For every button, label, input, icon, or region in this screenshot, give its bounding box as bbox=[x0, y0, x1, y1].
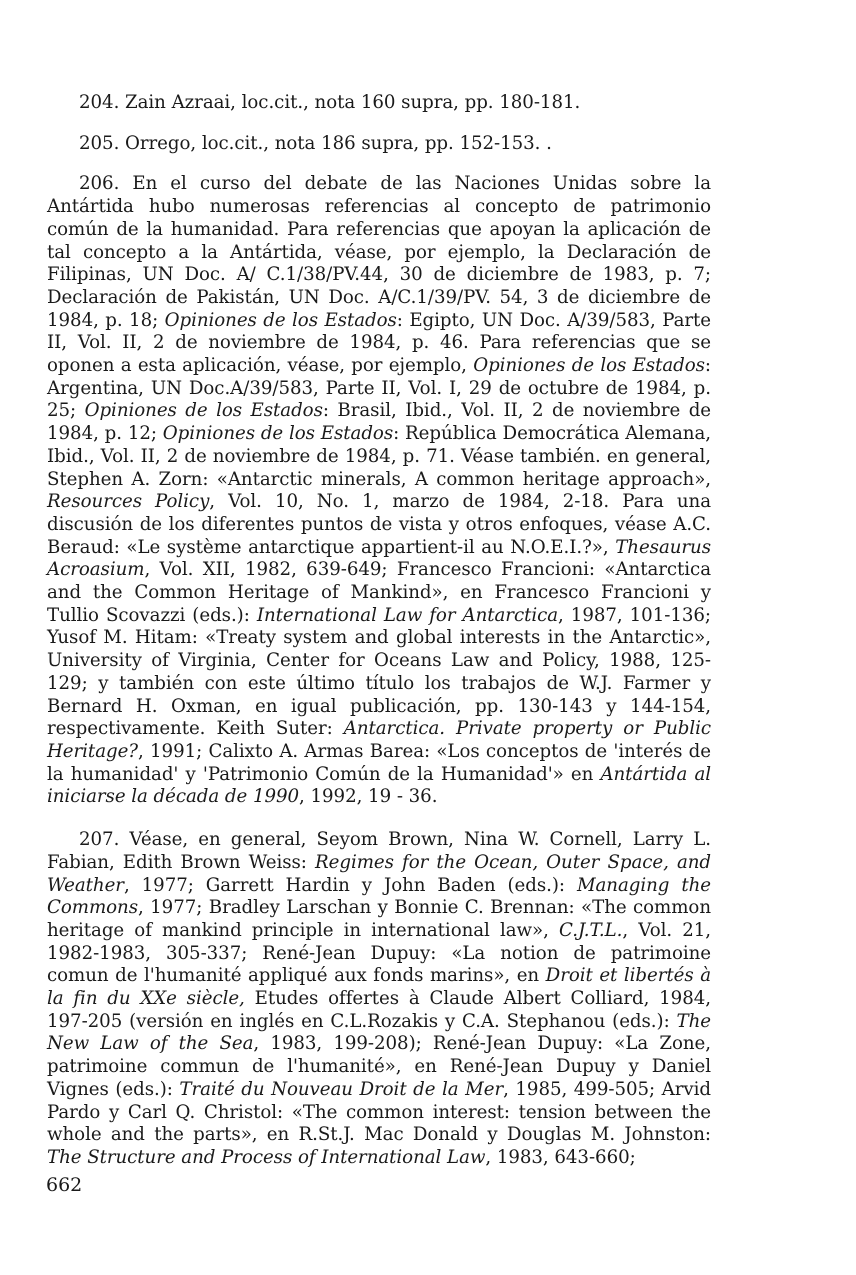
note-text: , Vol. 10, No. 1, marzo de 1984, 2-18. Para una discusión de los diferentes puntos de vista y otros enfoques, véase A.C. Beraud: «Le système antarctique appartient-il au N.O.E.I.?», bbox=[47, 491, 711, 558]
citation-title: Opiniones de los Estados bbox=[164, 309, 397, 331]
citation-title: The New Law of the Sea bbox=[47, 1010, 711, 1055]
citation-title: C.J.T.L. bbox=[559, 919, 623, 941]
note-text: 206. En el curso del debate de las Naciones Unidas sobre la Antártida hubo numerosas referencias al concepto de patrimonio común de la humanidad. Para referencias que apoyan la aplicación de tal concepto a la Antártida, véase, por ejemplo, la Declaración de Filipinas, UN Doc. A/ C.1/38/PV.44, 30 de diciembre de 1983, p. 7; Declaración de Pakistán, UN Doc. A/C.1/39/PV. 54, 3 de diciembre de 1984, p. 18; bbox=[47, 173, 711, 331]
footnote-206 bbox=[47, 173, 711, 809]
note-text: , Vol. 21, 1982-1983, 305-337; René-Jean Dupuy: «La notion de patrimoine comun de l'humanité appliqué aux fonds marins», en bbox=[47, 919, 712, 987]
citation-title: Traité du Nouveau Droit de la Mer bbox=[179, 1078, 504, 1100]
citation-title: International Law for Antarctica bbox=[256, 604, 559, 626]
citation-title: Antarctica. Private property or Public Heritage? bbox=[47, 718, 711, 762]
citation-title: Opiniones de los Estados bbox=[162, 423, 394, 445]
citation-title: Opiniones de los Estados bbox=[473, 355, 705, 377]
citation-title: Resources Policy bbox=[47, 491, 210, 513]
citation-title: The Structure and Process of International Law bbox=[47, 1146, 486, 1168]
note-text: , 1991; Calixto A. Armas Barea: «Los conceptos de 'interés de la humanidad' y 'Patrimonio Común de la Humanidad'» en bbox=[47, 740, 711, 785]
note-text: , 1977; Bradley Larschan y Bonnie C. Brennan: «The common heritage of mankind principle in international law», bbox=[47, 897, 711, 941]
citation-title: Opiniones de los Estados bbox=[84, 400, 323, 422]
note-text: , 1977; Garrett Hardin y John Baden (eds.): bbox=[123, 874, 577, 896]
page-number: 662 bbox=[46, 1174, 83, 1196]
note-text: , 1987, 101-136; Yusof M. Hitam: «Treaty system and global interests in the Antarctic», University of Virginia, Center for Oceans Law and Policy, 1988, 125-129; y también con este último título los trabajos de W.J. Farmer y Bernard H. Oxman, en igual publicación, pp. 130-143 y 144-154, respectivamente. Keith Suter: bbox=[47, 604, 711, 740]
citation-title: Droit et libertés à la fin du XXe siècle, bbox=[47, 965, 711, 1010]
note-text: , 1985, 499-505; Arvid Pardo y Carl Q. Christol: «The common interest: tension between the whole and the parts», en R.St.J. Mac Donald y Douglas M. Johnston: bbox=[47, 1078, 711, 1146]
note-text: , 1992, 19 - 36. bbox=[299, 786, 438, 808]
footnote-205 bbox=[47, 133, 711, 156]
note-text: : Egipto, UN Doc. A/39/583, Parte II, Vol. II, 2 de noviembre de 1984, p. 46. Para referencias que se oponen a esta aplicación, véase, por ejemplo, bbox=[47, 309, 711, 377]
citation-title: Thesaurus Acroasium bbox=[47, 536, 711, 581]
citation-title: Antártida al iniciarse la década de 1990 bbox=[47, 763, 711, 808]
note-text: : Argentina, UN Doc.A/39/583, Parte II, Vol. I, 29 de octubre de 1984, p. 25; bbox=[47, 355, 711, 422]
note-text: Etudes offertes à Claude Albert Colliard, 1984, 197-205 (versión en inglés en C.L.Rozakis y C.A. Stephanou (eds.): bbox=[47, 988, 711, 1032]
note-text: : República Democrática Alemana, Ibid., Vol. II, 2 de noviembre de 1984, p. 71. Véase también. en general, Stephen A. Zorn: «Antarctic minerals, A common heritage approach», bbox=[47, 423, 711, 490]
note-text: 207. Véase, en general, Seyom Brown, Nina W. Cornell, Larry L. Fabian, Edith Brown Weiss: bbox=[47, 829, 711, 873]
footnote-207 bbox=[47, 829, 711, 1170]
note-text: , 1983, 199-208); René-Jean Dupuy: «La Zone, patrimoine commun de l'humanité», en René-Jean Dupuy y Daniel Vignes (eds.): bbox=[47, 1033, 711, 1100]
citation-title: Regimes for the Ocean, Outer Space, and Weather bbox=[47, 851, 712, 896]
note-text: 204. Zain Azraai, loc.cit., nota 160 supra, pp. 180-181. bbox=[79, 92, 581, 113]
note-text: : Brasil, Ibid., Vol. II, 2 de noviembre de 1984, p. 12; bbox=[47, 400, 711, 445]
citation-title: Managing the Commons bbox=[47, 874, 711, 919]
note-text: 205. Orrego, loc.cit., nota 186 supra, pp. 152-153. . bbox=[79, 132, 552, 154]
footnote-204 bbox=[47, 92, 711, 115]
note-text: , 1983, 643-660; bbox=[485, 1146, 636, 1168]
note-text: , Vol. XII, 1982, 639-649; Francesco Francioni: «Antarctica and the Common Heritage of Mankind», en Francesco Francioni y Tullio Scovazzi (eds.): bbox=[47, 559, 711, 626]
footnotes-column bbox=[47, 92, 711, 1170]
